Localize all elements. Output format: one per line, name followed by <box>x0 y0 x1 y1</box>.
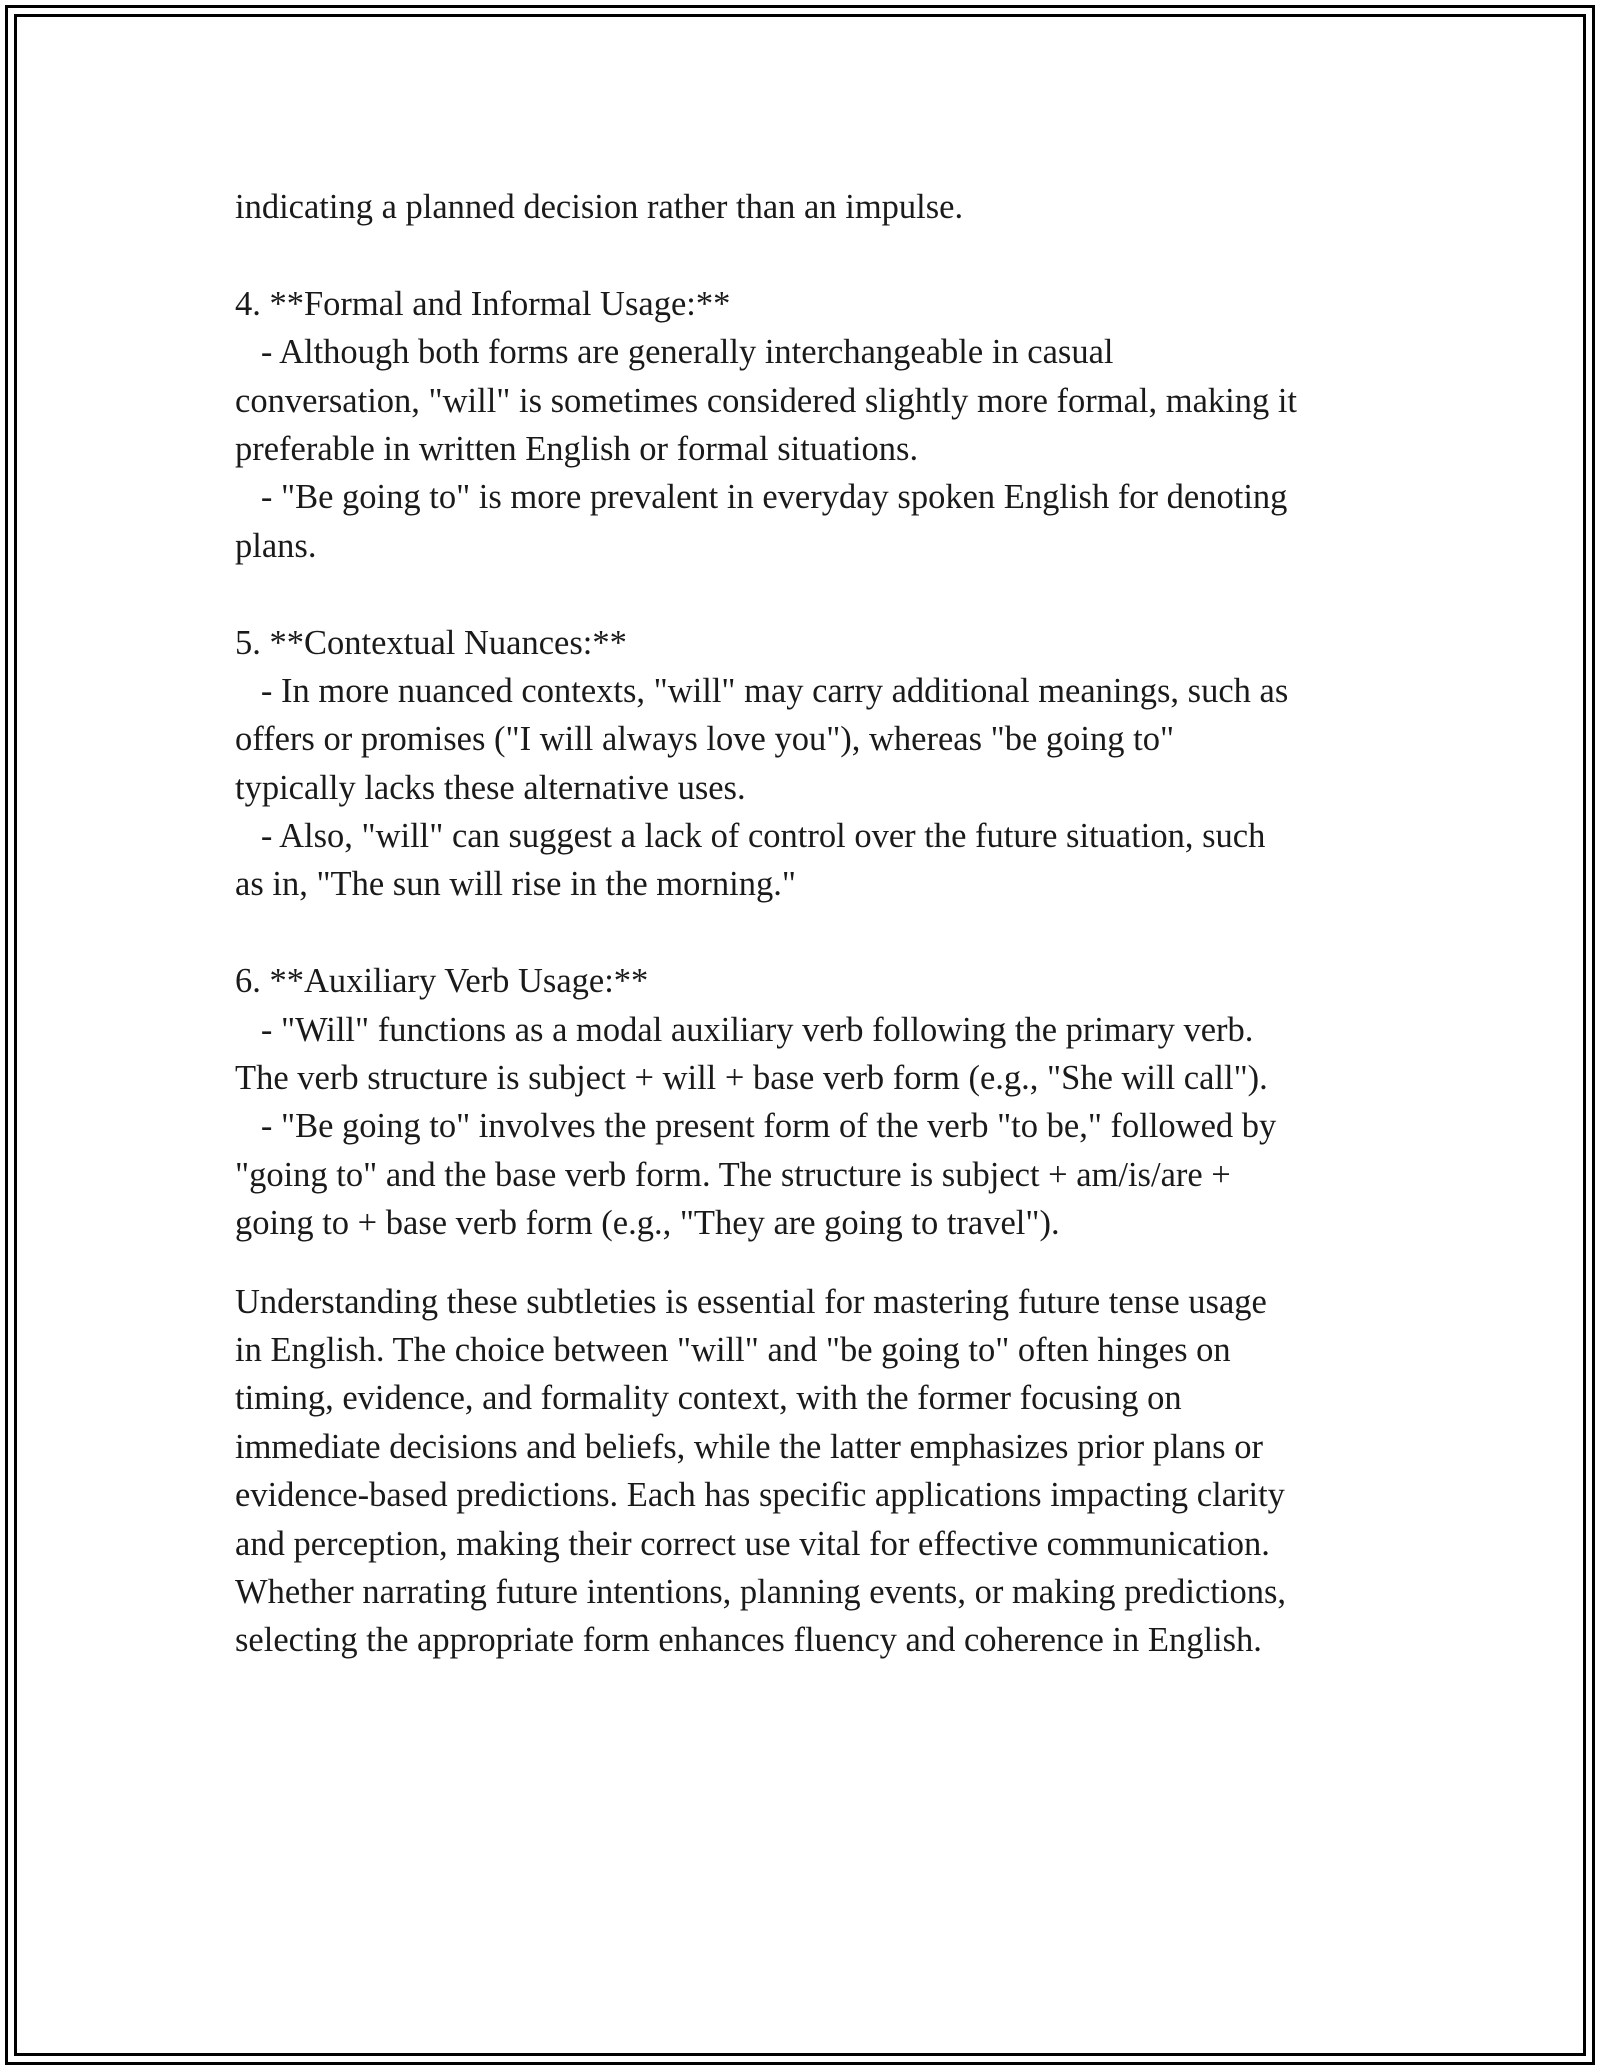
text-line: offers or promises ("I will always love you"), whereas "be going to" <box>235 720 1175 759</box>
section-formal-informal-usage <box>235 280 1385 570</box>
text-line: - In more nuanced contexts, "will" may carry additional meanings, such as <box>235 671 1289 710</box>
section-heading: 4. **Formal and Informal Usage:** <box>235 284 731 323</box>
section-contextual-nuances <box>235 619 1385 909</box>
bullet-item <box>235 328 1385 473</box>
bullet-item <box>235 667 1385 812</box>
text-line: immediate decisions and beliefs, while the latter emphasizes prior plans or <box>235 1427 1263 1466</box>
section-auxiliary-verb-usage <box>235 957 1385 1247</box>
text-line: typically lacks these alternative uses. <box>235 768 746 807</box>
text-line: conversation, "will" is sometimes considered slightly more formal, making it <box>235 381 1298 420</box>
text-line: "going to" and the base verb form. The structure is subject + am/is/are + <box>235 1155 1231 1194</box>
text-line: - "Be going to" is more prevalent in everyday spoken English for denoting <box>235 478 1288 517</box>
intro-continuation: indicating a planned decision rather than an impulse. <box>235 188 964 226</box>
bullet-item <box>235 1006 1385 1103</box>
text-line: - Also, "will" can suggest a lack of control over the future situation, such <box>235 817 1266 856</box>
bullet-item <box>235 812 1385 909</box>
paragraph-gap <box>235 1248 1385 1278</box>
text-line: - Although both forms are generally interchangeable in casual <box>235 333 1114 372</box>
section-heading: 6. **Auxiliary Verb Usage:** <box>235 962 649 1001</box>
text-line: - "Will" functions as a modal auxiliary verb following the primary verb. <box>235 1010 1254 1049</box>
bullet-item <box>235 473 1385 570</box>
text-line: going to + base verb form (e.g., "They are going to travel"). <box>235 1204 1060 1243</box>
paragraph-gap <box>235 909 1385 957</box>
text-line: preferable in written English or formal situations. <box>235 429 919 468</box>
text-line: Whether narrating future intentions, planning events, or making predictions, <box>235 1572 1287 1611</box>
paragraph-gap <box>235 231 1385 279</box>
text-line: Understanding these subtleties is essential for mastering future tense usage <box>235 1282 1267 1321</box>
text-line: plans. <box>235 526 317 565</box>
section-heading: 5. **Contextual Nuances:** <box>235 623 627 662</box>
text-line: in English. The choice between "will" and "be going to" often hinges on <box>235 1330 1231 1369</box>
paragraph-gap <box>235 570 1385 618</box>
text-line: as in, "The sun will rise in the morning." <box>235 865 796 904</box>
text-line: and perception, making their correct use vital for effective communication. <box>235 1524 1270 1563</box>
document-body <box>235 183 1385 1665</box>
text-line: The verb structure is subject + will + base verb form (e.g., "She will call"). <box>235 1059 1268 1098</box>
text-line: evidence-based predictions. Each has specific applications impacting clarity <box>235 1476 1285 1515</box>
conclusion-paragraph <box>235 1278 1385 1665</box>
text-line: timing, evidence, and formality context, with the former focusing on <box>235 1379 1182 1418</box>
bullet-item <box>235 1102 1385 1247</box>
text-line: - "Be going to" involves the present form of the verb "to be," followed by <box>235 1107 1277 1146</box>
text-line: selecting the appropriate form enhances fluency and coherence in English. <box>235 1621 1262 1660</box>
